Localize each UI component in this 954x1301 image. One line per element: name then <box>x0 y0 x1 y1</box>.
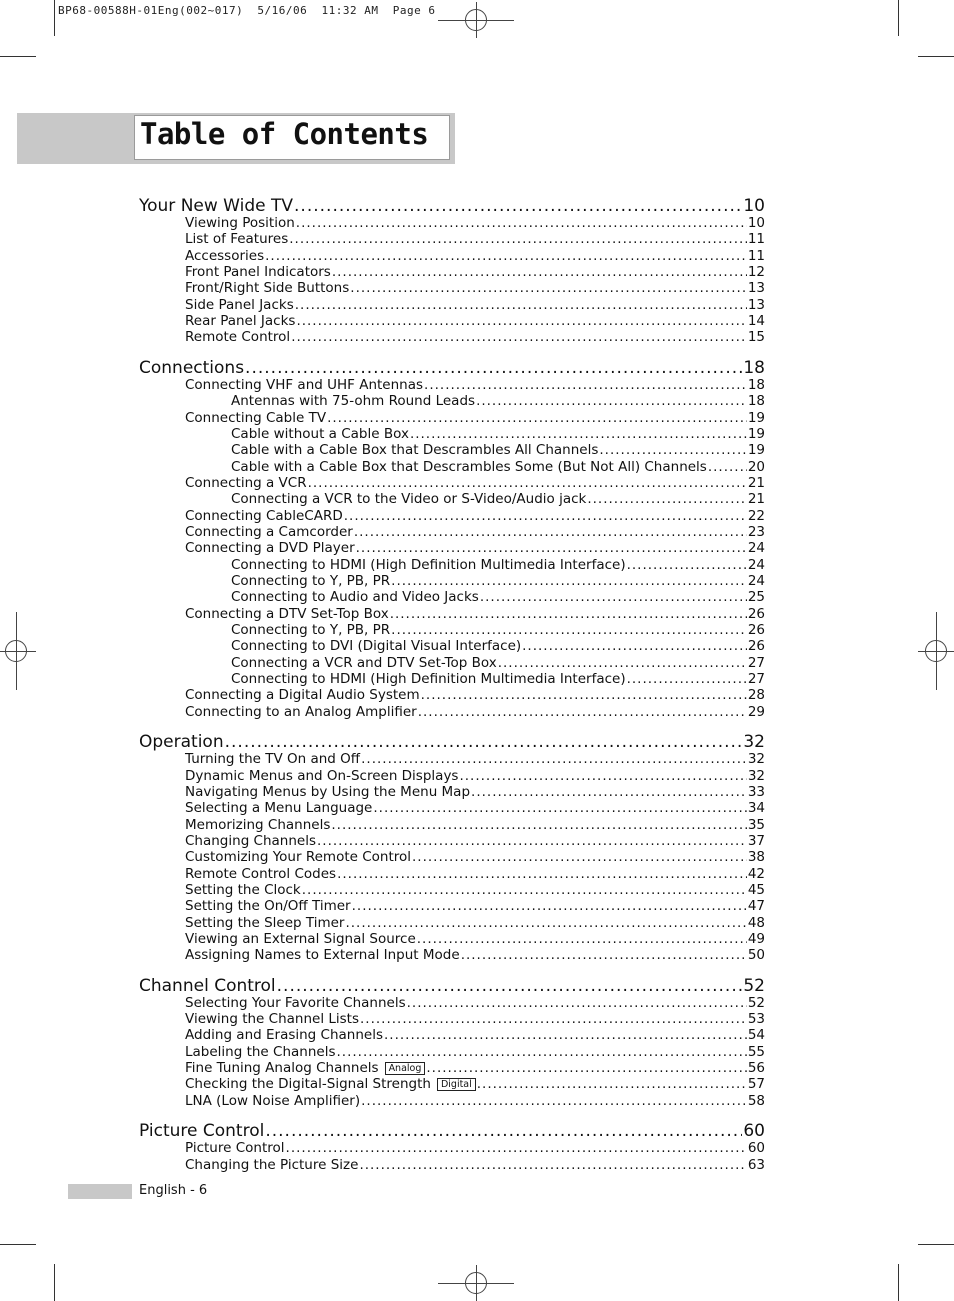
toc-label: Connecting to Y, PB, PR <box>231 573 391 589</box>
toc-leader-dots <box>599 442 746 458</box>
toc-page-number: 13 <box>747 296 765 313</box>
toc-label: Adding and Erasing Channels <box>185 1027 384 1044</box>
crop-mark <box>0 56 36 57</box>
toc-label: Connecting a Digital Audio System <box>185 687 420 704</box>
toc-page-number: 42 <box>747 865 765 882</box>
toc-page-number: 32 <box>743 732 765 753</box>
toc-label: Front Panel Indicators <box>185 264 331 281</box>
toc-entry <box>231 491 765 507</box>
toc-page-number: 11 <box>747 231 765 248</box>
toc-leader-dots <box>407 995 747 1011</box>
toc-page-number: 11 <box>747 247 765 264</box>
toc-entry <box>231 557 765 573</box>
toc-entry <box>185 297 765 313</box>
toc-label: Turning the TV On and Off <box>185 751 361 768</box>
toc-page-number: 29 <box>747 703 765 720</box>
toc-leader-dots <box>418 704 747 720</box>
crop-mark <box>918 1244 954 1245</box>
toc-page-number: 12 <box>747 264 765 281</box>
toc-leader-dots <box>245 358 742 378</box>
toc-page-number: 13 <box>747 280 765 297</box>
toc-entry <box>185 1140 765 1156</box>
toc-page-number: 28 <box>747 687 765 704</box>
crop-mark <box>54 1264 55 1301</box>
toc-leader-dots <box>373 800 746 816</box>
toc-label: Viewing an External Signal Source <box>185 931 416 947</box>
toc-label: Setting the Clock <box>185 881 301 898</box>
toc-entry <box>185 1093 765 1109</box>
toc-leader-dots <box>391 622 747 638</box>
crop-mark <box>898 0 899 36</box>
toc-leader-dots <box>461 947 747 963</box>
toc-label: Connecting to an Analog Amplifier <box>185 703 417 720</box>
crop-mark <box>54 0 55 36</box>
toc-page-number: 50 <box>747 947 765 964</box>
toc-label: List of Features <box>185 231 289 248</box>
toc-entry <box>185 995 765 1011</box>
toc-label: LNA (Low Noise Amplifier) <box>185 1092 361 1109</box>
toc-page-number: 19 <box>747 409 765 426</box>
toc-page-number: 47 <box>747 898 765 915</box>
toc-page-number: 52 <box>743 975 765 996</box>
toc-page-number: 18 <box>747 393 765 410</box>
toc-section <box>139 1121 765 1141</box>
toc-leader-dots <box>354 524 747 540</box>
toc-page-number: 19 <box>747 425 765 442</box>
toc-entry <box>185 248 765 264</box>
toc-entry <box>185 768 765 784</box>
toc-label: Connecting to HDMI (High Definition Multimedia Interface) <box>231 671 626 688</box>
toc-page-number: 60 <box>743 1121 765 1142</box>
toc-page-number: 34 <box>747 800 765 817</box>
toc-label: Connecting a VCR <box>185 474 307 491</box>
toc-leader-dots <box>345 915 746 931</box>
toc-leader-dots <box>302 882 747 898</box>
toc-leader-dots <box>498 655 747 671</box>
toc-label: Assigning Names to External Input Mode <box>185 947 460 964</box>
toc-label: Cable without a Cable Box <box>231 425 409 442</box>
toc-label: Operation <box>139 732 224 753</box>
toc-label: Connecting to HDMI (High Definition Multimedia Interface) <box>231 556 626 573</box>
toc-entry <box>185 215 765 231</box>
toc-label: Changing the Picture Size <box>185 1156 359 1173</box>
toc-label: Connecting a DVD Player <box>185 540 355 557</box>
toc-leader-dots <box>477 1076 747 1092</box>
toc-page-number: 58 <box>747 1092 765 1109</box>
toc-page-number: 27 <box>747 671 765 688</box>
toc-page-number: 54 <box>747 1027 765 1044</box>
toc-page-number: 20 <box>747 458 765 475</box>
toc-leader-dots <box>410 426 747 442</box>
toc-page-number: 22 <box>747 507 765 524</box>
toc-leader-dots <box>480 589 747 605</box>
toc-entry <box>185 329 765 345</box>
toc-label: Connecting to Audio and Video Jacks <box>231 589 479 606</box>
toc-entry <box>231 573 765 589</box>
toc-entry <box>185 410 765 426</box>
toc-entry <box>231 638 765 654</box>
toc-page-number: 33 <box>747 783 765 800</box>
toc-label: Rear Panel Jacks <box>185 313 296 330</box>
toc-page-number: 38 <box>747 849 765 866</box>
toc-label: Your New Wide TV <box>139 196 294 216</box>
toc-page-number: 24 <box>747 556 765 573</box>
toc-entry <box>185 231 765 247</box>
toc-label: Navigating Menus by Using the Menu Map <box>185 783 471 800</box>
toc-leader-dots <box>627 557 747 573</box>
toc-label: Setting the On/Off Timer <box>185 898 351 915</box>
toc-entry <box>185 524 765 540</box>
toc-entry <box>231 442 765 458</box>
toc-entry <box>185 784 765 800</box>
toc-leader-dots <box>359 1157 746 1173</box>
toc-leader-dots <box>391 573 747 589</box>
toc-page-number: 52 <box>747 994 765 1011</box>
toc-label: Dynamic Menus and On-Screen Displays <box>185 767 459 784</box>
toc-leader-dots <box>421 687 747 703</box>
toc-label: Connecting to DVI (Digital Visual Interface) <box>231 638 522 655</box>
toc-leader-dots <box>286 1140 747 1156</box>
toc-entry <box>185 882 765 898</box>
toc-label: Connecting Cable TV <box>185 409 327 426</box>
toc-entry <box>185 687 765 703</box>
toc-leader-dots <box>352 898 747 914</box>
page-title: Table of Contents <box>140 117 429 151</box>
toc-label: Viewing the Channel Lists <box>185 1011 359 1028</box>
toc-leader-dots <box>459 768 746 784</box>
toc-entry <box>185 849 765 865</box>
toc-leader-dots <box>225 732 743 752</box>
toc-leader-dots <box>291 329 747 345</box>
toc-label: Customizing Your Remote Control <box>185 849 412 866</box>
toc-page-number: 18 <box>743 357 765 378</box>
toc-entry <box>185 1044 765 1060</box>
toc-leader-dots <box>476 393 747 409</box>
toc-leader-dots <box>295 297 747 313</box>
toc-label: Connecting a VCR and DTV Set-Top Box <box>231 654 497 671</box>
toc-entry <box>185 280 765 296</box>
toc-label: Checking the Digital-Signal Strength <box>185 1076 431 1093</box>
toc-page-number: 27 <box>747 654 765 671</box>
toc-leader-dots <box>390 606 747 622</box>
toc-page-number: 53 <box>747 1011 765 1028</box>
toc-leader-dots <box>587 491 746 507</box>
toc-entry <box>185 606 765 622</box>
toc-label: Connecting a VCR to the Video or S-Video/Audio jack <box>231 491 587 508</box>
toc-entry <box>185 1011 765 1027</box>
toc-label: Connecting VHF and UHF Antennas <box>185 376 424 393</box>
toc-leader-dots <box>308 475 747 491</box>
analog-badge: Analog <box>385 1062 426 1075</box>
toc-label: Remote Control <box>185 329 291 346</box>
toc-entry <box>185 508 765 524</box>
toc-leader-dots <box>522 638 747 654</box>
toc-label: Remote Control Codes <box>185 865 337 882</box>
toc-entry <box>185 1027 765 1043</box>
toc-section <box>139 358 765 378</box>
toc-leader-dots <box>627 671 747 687</box>
toc-entry <box>185 1157 765 1173</box>
toc-entry <box>185 751 765 767</box>
toc-label: Connecting a Camcorder <box>185 523 353 540</box>
toc-page-number: 15 <box>747 329 765 346</box>
toc-page-number: 60 <box>747 1140 765 1157</box>
toc-label: Connecting a DTV Set-Top Box <box>185 605 389 622</box>
toc-page-number: 56 <box>747 1060 765 1077</box>
toc-leader-dots <box>356 540 747 556</box>
toc-entry <box>185 704 765 720</box>
toc-leader-dots <box>350 280 747 296</box>
toc-entry <box>185 947 765 963</box>
toc-page-number: 55 <box>747 1043 765 1060</box>
toc-page-number: 24 <box>747 573 765 589</box>
toc-entry <box>231 589 765 605</box>
crop-mark <box>898 1264 899 1301</box>
toc-leader-dots <box>337 866 747 882</box>
crop-mark <box>918 56 954 57</box>
toc-label: Accessories <box>185 247 265 264</box>
toc-page-number: 26 <box>747 605 765 622</box>
toc-page-number: 63 <box>747 1156 765 1173</box>
toc-label: Viewing Position <box>185 215 295 231</box>
toc-leader-dots <box>296 313 746 329</box>
toc-leader-dots <box>265 1121 742 1141</box>
toc-page-number: 14 <box>747 313 765 330</box>
toc-page-number: 25 <box>747 589 765 606</box>
toc-entry <box>231 671 765 687</box>
toc-leader-dots <box>331 817 746 833</box>
toc-section <box>139 196 765 216</box>
toc-page-number: 23 <box>747 523 765 540</box>
toc-page-number: 35 <box>747 816 765 833</box>
toc-entry <box>185 1076 765 1092</box>
toc-leader-dots <box>317 833 747 849</box>
toc-leader-dots <box>708 459 747 475</box>
toc-entry <box>185 817 765 833</box>
toc-leader-dots <box>361 751 747 767</box>
toc-entry <box>185 898 765 914</box>
toc-leader-dots <box>426 1060 746 1076</box>
toc-page-number: 10 <box>747 215 765 231</box>
toc-page-number: 57 <box>747 1076 765 1093</box>
toc-leader-dots <box>360 1011 747 1027</box>
toc-entry <box>185 915 765 931</box>
toc-page-number: 32 <box>747 751 765 768</box>
toc-entry <box>185 833 765 849</box>
toc-page-number: 26 <box>747 622 765 639</box>
toc-entry <box>185 540 765 556</box>
footer-page-label: English - 6 <box>139 1183 208 1198</box>
toc-entry <box>185 313 765 329</box>
toc-leader-dots <box>277 976 743 996</box>
toc-leader-dots <box>417 931 747 947</box>
toc-label: Cable with a Cable Box that Descrambles All Channels <box>231 442 599 459</box>
toc-label: Picture Control <box>139 1121 265 1142</box>
toc-entry <box>231 393 765 409</box>
toc-leader-dots <box>344 508 747 524</box>
toc-entry <box>185 800 765 816</box>
toc-entry <box>231 655 765 671</box>
toc-leader-dots <box>332 264 747 280</box>
toc-page-number: 19 <box>747 442 765 459</box>
toc-leader-dots <box>384 1027 747 1043</box>
toc-label: Setting the Sleep Timer <box>185 914 345 931</box>
toc-page-number: 49 <box>747 931 765 947</box>
toc-leader-dots <box>327 410 747 426</box>
toc-leader-dots <box>294 196 742 216</box>
toc-label: Connections <box>139 357 245 378</box>
toc-leader-dots <box>471 784 747 800</box>
toc-label: Fine Tuning Analog Channels <box>185 1060 379 1077</box>
toc-label: Picture Control <box>185 1140 285 1157</box>
toc-label: Connecting to Y, PB, PR <box>231 622 391 639</box>
toc-label: Side Panel Jacks <box>185 296 294 313</box>
toc-leader-dots <box>296 215 747 231</box>
toc-page-number: 24 <box>747 540 765 557</box>
print-header: BP68-00588H-01Eng(002~017) 5/16/06 11:32 AM Page 6 <box>58 4 436 17</box>
toc-entry <box>185 931 765 947</box>
toc-page-number: 18 <box>747 376 765 393</box>
toc-label: Cable with a Cable Box that Descrambles Some (But Not All) Channels <box>231 458 707 475</box>
crop-mark <box>0 1244 36 1245</box>
toc-label: Memorizing Channels <box>185 816 331 833</box>
toc-page-number: 21 <box>747 474 765 491</box>
toc-label: Connecting CableCARD <box>185 507 343 524</box>
toc-page-number: 26 <box>747 638 765 655</box>
toc-label: Antennas with 75-ohm Round Leads <box>231 393 476 410</box>
toc-label: Labeling the Channels <box>185 1043 336 1060</box>
footer-bar <box>68 1184 132 1199</box>
toc-entry <box>231 622 765 638</box>
toc-entry <box>231 426 765 442</box>
toc-label: Selecting a Menu Language <box>185 800 373 817</box>
toc-page-number: 32 <box>747 767 765 784</box>
toc-leader-dots <box>265 248 747 264</box>
toc-section <box>139 976 765 996</box>
toc-leader-dots <box>361 1093 747 1109</box>
toc-section <box>139 732 765 752</box>
toc-leader-dots <box>289 231 747 247</box>
toc-label: Front/Right Side Buttons <box>185 280 350 297</box>
toc-label: Channel Control <box>139 975 276 996</box>
toc-page-number: 21 <box>747 491 765 508</box>
toc-entry <box>231 459 765 475</box>
toc-page-number: 10 <box>743 196 765 216</box>
toc-leader-dots <box>412 849 747 865</box>
toc-entry <box>185 866 765 882</box>
digital-badge: Digital <box>437 1078 476 1091</box>
toc-label: Changing Channels <box>185 832 317 849</box>
toc-entry <box>185 377 765 393</box>
toc-page-number: 37 <box>747 832 765 849</box>
toc-entry <box>185 264 765 280</box>
toc-leader-dots <box>337 1044 747 1060</box>
toc-leader-dots <box>424 377 747 393</box>
toc-entry <box>185 475 765 491</box>
toc-entry <box>185 1060 765 1076</box>
toc-page-number: 48 <box>747 914 765 931</box>
toc-page-number: 45 <box>747 881 765 898</box>
toc-label: Selecting Your Favorite Channels <box>185 994 406 1011</box>
